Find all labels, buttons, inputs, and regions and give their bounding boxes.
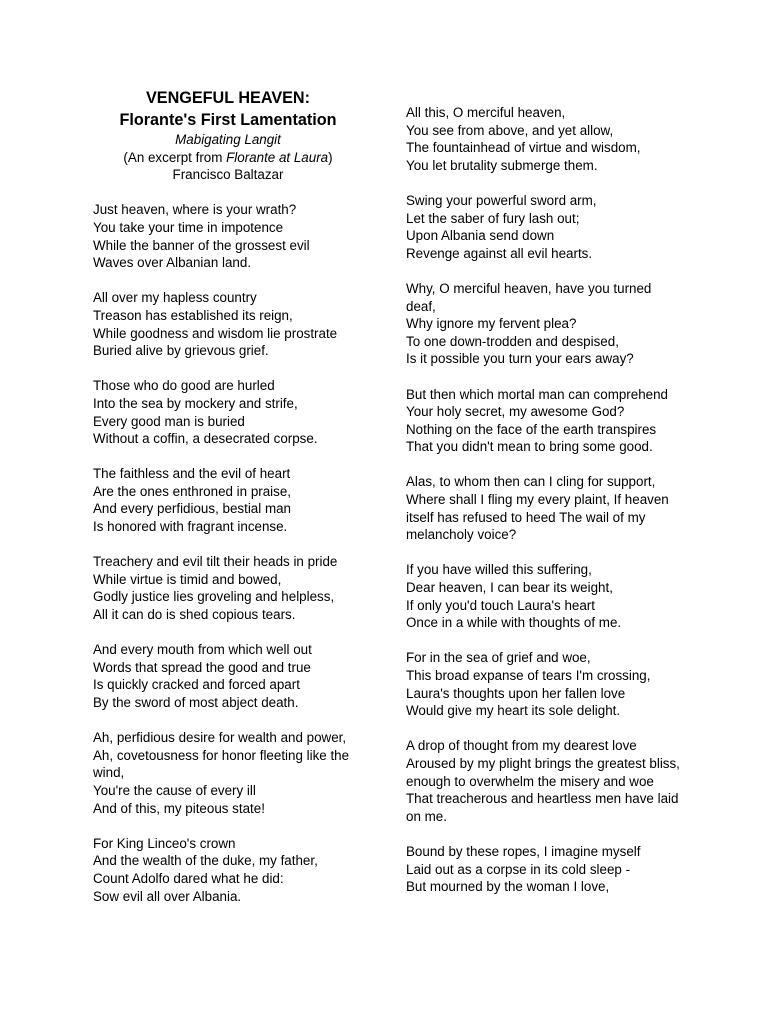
poem-line: For in the sea of grief and woe, [406,650,591,666]
poem-line: While the banner of the grossest evil [93,237,310,253]
subtitle: Mabigating Langit [175,132,281,147]
poem-line: Ah, covetousness for honor fleeting like the wind, [93,747,350,781]
poem-line: While virtue is timid and bowed, [93,571,282,587]
poem-line: Bound by these ropes, I imagine myself [406,843,641,859]
poem-line: Alas, to whom then can I cling for support, [406,474,656,490]
poem-line: But mourned by the woman I love, [406,879,610,895]
poem-line: And of this, my piteous state! [93,800,265,816]
poem-line: Laid out as a corpse in its cold sleep - [406,861,631,877]
poem-line: Treachery and evil tilt their heads in pride [93,554,338,570]
poem-line: Godly justice lies groveling and helpless, [93,589,335,605]
poem-line: Nothing on the face of the earth transpires [406,421,657,437]
poem-line: A drop of thought from my dearest love [406,738,637,754]
stanza [93,377,363,447]
poem-line: Into the sea by mockery and strife, [93,395,298,411]
excerpt-prefix: (An excerpt from [123,149,227,165]
stanza [406,561,681,631]
poem-line: You take your time in impotence [93,219,284,235]
right-stanzas [406,104,681,896]
poem-line: Why ignore my fervent plea? [406,316,577,332]
poem-line: Where shall I fling my every plaint, If heaven itself has refused to heed The wail of my melancholy voice? [406,492,669,543]
excerpt-note [93,149,363,167]
poem-line: But then which mortal man can comprehend [406,386,669,402]
stanza [406,843,681,896]
poem-line: Those who do good are hurled [93,378,275,394]
stanza [93,553,363,623]
poem-line: Why, O merciful heaven, have you turned deaf, [406,280,652,314]
poem-line: Your holy secret, my awesome God? [406,404,625,420]
poem-line: Without a coffin, a desecrated corpse. [93,431,318,447]
poem-line: This broad expanse of tears I'm crossing, [406,668,651,683]
title-line-2: Florante's First Lamentation [119,111,337,129]
poem-line: Ah, perfidious desire for wealth and power, [93,730,347,746]
poem-line: All this, O merciful heaven, [406,105,566,120]
poem-line: Just heaven, where is your wrath? [93,202,297,218]
excerpt-work-title: Florante at Laura [226,149,329,165]
poem-line: Sow evil all over Albania. [93,888,242,904]
poem-line: You're the cause of every ill [93,782,256,798]
excerpt-suffix: ) [328,149,333,165]
stanza [93,289,363,359]
poem-line: All it can do is shed copious tears. [93,607,296,623]
poem-line: Revenge against all evil hearts. [406,245,593,261]
poem-line: Buried alive by grievous grief. [93,343,269,359]
poem-line: The faithless and the evil of heart [93,466,291,482]
right-column [406,104,681,913]
stanza [93,835,363,905]
poem-line: Laura's thoughts upon her fallen love [406,685,626,701]
stanza [406,473,681,543]
stanza [406,280,681,368]
stanza [406,649,681,719]
poem-line: All over my hapless country [93,290,257,306]
poem-line: Is honored with fragrant incense. [93,519,288,535]
stanza [406,737,681,825]
stanza [406,192,681,262]
stanza [93,729,363,817]
poem-line: Would give my heart its sole delight. [406,703,621,719]
poem-line: Is quickly cracked and forced apart [93,677,300,693]
stanza [406,104,681,174]
poem-line: Once in a while with thoughts of me. [406,615,622,631]
left-stanzas [93,201,363,905]
stanza [93,465,363,535]
stanza [93,641,363,711]
poem-line: To one down-trodden and despised, [406,333,619,349]
left-column [93,87,363,923]
poem-line: And every mouth from which well out [93,642,312,658]
poem-line: Waves over Albanian land. [93,255,252,271]
stanza [406,386,681,456]
poem-line: Is it possible you turn your ears away? [406,351,634,367]
poem-line: You let brutality submerge them. [406,157,598,173]
poem-line: enough to overwhelm the misery and woe [406,773,654,789]
poem-line: Words that spread the good and true [93,659,311,675]
poem-line: You see from above, and yet allow, [406,122,614,138]
poem-line: That treacherous and heartless men have laid on me. [406,791,679,824]
poem-line: By the sword of most abject death. [93,695,299,710]
stanza [93,201,363,271]
poem-line: Swing your powerful sword arm, [406,192,597,208]
poem-line: And every perfidious, bestial man [93,501,291,517]
poem-line: While goodness and wisdom lie prostrate [93,325,338,341]
poem-line: The fountainhead of virtue and wisdom, [406,140,641,156]
poem-line: Every good man is buried [93,413,245,429]
poem-line: Treason has established its reign, [93,307,293,323]
poem-line: That you didn't mean to bring some good. [406,439,653,455]
poem-line: For King Linceo's crown [93,835,236,851]
poem-line: Upon Albania send down [406,228,555,244]
poem-header [93,87,363,184]
poem-line: And the wealth of the duke, my father, [93,853,318,869]
poem-line: Aroused by my plight brings the greatest bliss, [406,755,680,771]
author: Francisco Baltazar [172,167,284,183]
poem-line: If you have willed this suffering, [406,562,592,578]
poem-line: Let the saber of fury lash out; [406,210,580,226]
poem-line: Dear heaven, I can bear its weight, [406,580,613,596]
poem-line: Are the ones enthroned in praise, [93,483,292,499]
poem-line: If only you'd touch Laura's heart [406,597,595,613]
poem-line: Count Adolfo dared what he did: [93,870,284,886]
title-line-1: VENGEFUL HEAVEN: [146,89,310,107]
